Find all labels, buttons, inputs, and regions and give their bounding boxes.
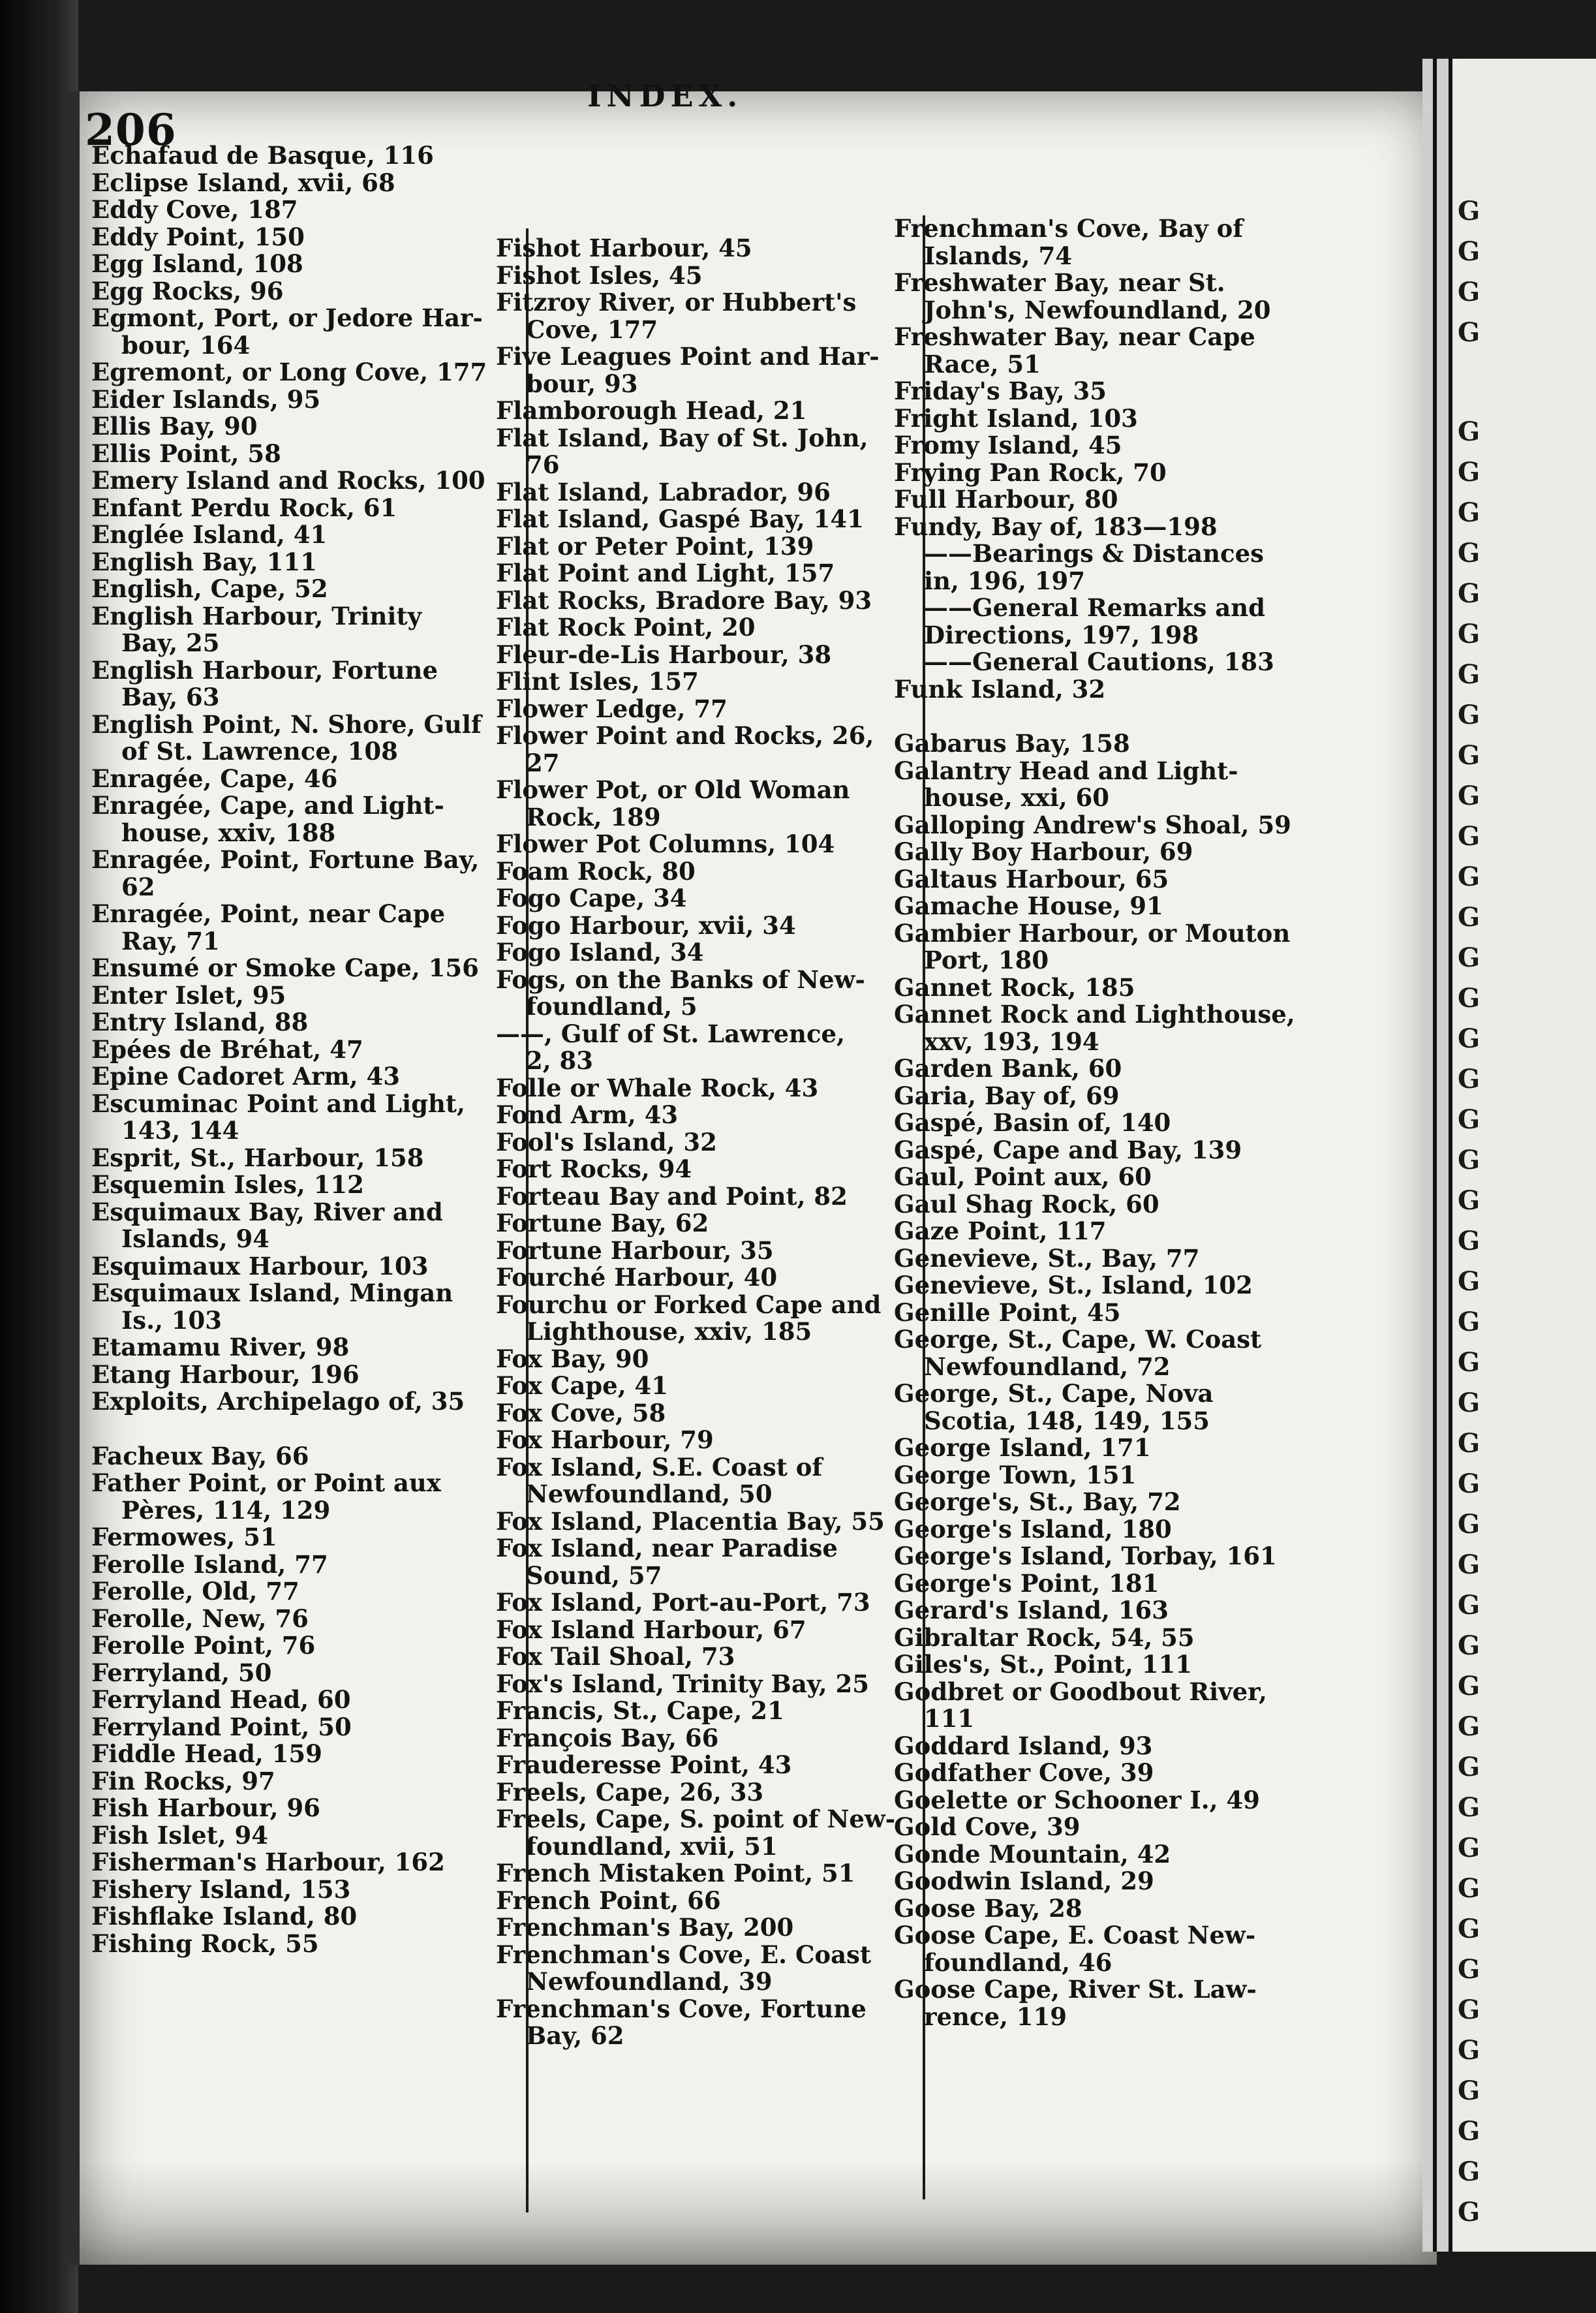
facing-page-letter: G xyxy=(1458,1630,1481,1661)
index-entry: Gannet Rock and Lighthouse, xyxy=(894,1000,1295,1029)
facing-page-letter: G xyxy=(1458,1388,1481,1418)
index-entry: foundland, xvii, 51 xyxy=(526,1831,778,1861)
index-entry: Goodwin Island, 29 xyxy=(894,1867,1154,1895)
index-entry: Full Harbour, 80 xyxy=(894,485,1118,514)
index-entry: Godbret or Goodbout River, xyxy=(894,1677,1267,1706)
index-entry: Enfant Perdu Rock, 61 xyxy=(91,493,397,522)
index-entry: Fiddle Head, 159 xyxy=(91,1739,322,1768)
index-entry: Fox Island, Placentia Bay, 55 xyxy=(496,1506,885,1536)
index-entry: ——Bearings & Distances xyxy=(924,539,1264,568)
index-entry: English Harbour, Fortune xyxy=(91,655,438,685)
index-entry: Fox Bay, 90 xyxy=(496,1344,649,1373)
index-entry: Ferolle Island, 77 xyxy=(91,1549,328,1579)
index-entry: Fourchu or Forked Cape and xyxy=(496,1290,882,1319)
index-entry: Flat Rock Point, 20 xyxy=(496,613,756,642)
index-entry: Folle or Whale Rock, 43 xyxy=(496,1073,819,1102)
index-entry: foundland, 46 xyxy=(924,1948,1113,1977)
index-entry: Francis, St., Cape, 21 xyxy=(496,1696,784,1725)
index-entry: Enter Islet, 95 xyxy=(91,980,286,1010)
index-entry: Egg Rocks, 96 xyxy=(91,276,284,305)
index-entry: Foam Rock, 80 xyxy=(496,856,696,886)
index-entry: Fish Islet, 94 xyxy=(91,1820,269,1850)
index-entry: Epées de Bréhat, 47 xyxy=(91,1034,363,1064)
facing-page-letter: G xyxy=(1458,821,1481,852)
index-entry: Flower Point and Rocks, 26, xyxy=(496,721,874,750)
index-entry: Friday's Bay, 35 xyxy=(894,377,1107,405)
index-entry: Enragée, Cape, 46 xyxy=(91,764,338,793)
index-entry: Funk Island, 32 xyxy=(894,674,1106,704)
index-entry: Fishot Isles, 45 xyxy=(496,260,703,290)
index-entry: 143, 144 xyxy=(121,1116,239,1145)
index-entry: Egg Island, 108 xyxy=(91,249,303,278)
index-entry: Goose Cape, River St. Law- xyxy=(894,1975,1257,2004)
index-entry: Frenchman's Cove, Bay of xyxy=(894,214,1244,243)
index-entry: Etamamu River, 98 xyxy=(91,1333,350,1361)
facing-page-letter: G xyxy=(1458,942,1481,973)
facing-page-letter: G xyxy=(1458,1064,1481,1094)
index-entry: Five Leagues Point and Har- xyxy=(496,342,880,371)
index-entry: 27 xyxy=(526,748,560,777)
index-entry: Genevieve, St., Bay, 77 xyxy=(894,1243,1200,1273)
index-entry: Race, 51 xyxy=(924,349,1041,379)
index-entry: Gibraltar Rock, 54, 55 xyxy=(894,1622,1195,1652)
index-entry: Ellis Bay, 90 xyxy=(91,412,258,441)
index-entry: Egremont, or Long Cove, 177 xyxy=(91,358,487,386)
page-heading: INDEX. xyxy=(587,78,743,114)
index-entry: Gerard's Island, 163 xyxy=(894,1596,1169,1624)
index-entry: Frauderesse Point, 43 xyxy=(496,1750,792,1779)
index-entry: Freels, Cape, 26, 33 xyxy=(496,1777,764,1807)
index-entry: Ferolle Point, 76 xyxy=(91,1631,316,1660)
facing-page-letter: G xyxy=(1458,700,1481,730)
index-entry: Fishflake Island, 80 xyxy=(91,1902,358,1931)
facing-page-letter: G xyxy=(1458,1590,1481,1621)
index-entry: Islands, 74 xyxy=(924,241,1073,270)
index-entry: Enragée, Point, near Cape xyxy=(91,899,446,928)
index-entry: Gambier Harbour, or Mouton xyxy=(894,918,1291,948)
index-entry: Frenchman's Cove, Fortune xyxy=(496,1994,867,2023)
index-entry: Fox's Island, Trinity Bay, 25 xyxy=(496,1669,870,1698)
index-entry: Scotia, 148, 149, 155 xyxy=(924,1406,1210,1435)
index-entry: bour, 164 xyxy=(121,330,251,360)
facing-page-letter: G xyxy=(1458,1509,1481,1540)
index-entry: Galtaus Harbour, 65 xyxy=(894,864,1169,893)
index-entry: Emery Island and Rocks, 100 xyxy=(91,466,485,495)
facing-page-letter: G xyxy=(1458,2197,1481,2228)
index-entry: English Bay, 111 xyxy=(91,547,317,576)
index-entry: Fleur-de-Lis Harbour, 38 xyxy=(496,640,832,669)
index-entry: Sound, 57 xyxy=(526,1560,662,1590)
facing-page-letter: G xyxy=(1458,740,1481,771)
index-entry: Enragée, Point, Fortune Bay, xyxy=(91,845,480,874)
index-entry: ——, Gulf of St. Lawrence, xyxy=(496,1019,845,1048)
index-entry: Flamborough Head, 21 xyxy=(496,396,807,425)
index-entry: Flat Island, Gaspé Bay, 141 xyxy=(496,505,864,533)
facing-page-letter: G xyxy=(1458,236,1481,267)
index-entry: Escuminac Point and Light, xyxy=(91,1089,465,1118)
index-entry: Fromy Island, 45 xyxy=(894,431,1122,459)
index-entry: Esquemin Isles, 112 xyxy=(91,1170,364,1199)
index-entry: Father Point, or Point aux xyxy=(91,1468,441,1497)
index-entry: Lighthouse, xxiv, 185 xyxy=(526,1317,812,1346)
index-entry: Goose Cape, E. Coast New- xyxy=(894,1921,1256,1949)
index-entry: of St. Lawrence, 108 xyxy=(121,737,398,766)
index-entry: Is., 103 xyxy=(121,1305,223,1335)
index-entry: Garia, Bay of, 69 xyxy=(894,1081,1120,1110)
index-entry: Flint Isles, 157 xyxy=(496,667,699,696)
index-entry: Fort Rocks, 94 xyxy=(496,1155,692,1183)
index-entry: Godfather Cove, 39 xyxy=(894,1758,1154,1787)
index-entry: Esquimaux Island, Mingan xyxy=(91,1279,453,1307)
index-entry: English Point, N. Shore, Gulf xyxy=(91,709,482,739)
index-entry: Directions, 197, 198 xyxy=(924,620,1199,649)
index-entry: Flower Pot, or Old Woman xyxy=(496,775,850,804)
index-entry: Freshwater Bay, near St. xyxy=(894,268,1225,297)
index-entry: Eddy Point, 150 xyxy=(91,222,305,251)
index-entry: Echafaud de Basque, 116 xyxy=(91,141,434,170)
index-entry: Fox Harbour, 79 xyxy=(496,1425,714,1454)
index-entry: Entry Island, 88 xyxy=(91,1008,309,1036)
facing-page-letter: G xyxy=(1458,1711,1481,1742)
index-entry: Ray, 71 xyxy=(121,926,220,955)
index-entry: Ensumé or Smoke Cape, 156 xyxy=(91,954,479,982)
index-entry: Esquimaux Harbour, 103 xyxy=(91,1251,429,1281)
index-entry: Ferryland Head, 60 xyxy=(91,1685,351,1714)
index-entry: Ferryland Point, 50 xyxy=(91,1712,352,1741)
index-entry: 2, 83 xyxy=(526,1046,593,1075)
index-entry: Gamache House, 91 xyxy=(894,892,1163,920)
index-entry: Frying Pan Rock, 70 xyxy=(894,458,1167,487)
facing-page-letter: G xyxy=(1458,2075,1481,2106)
facing-page-letter: G xyxy=(1458,902,1481,933)
index-entry: French Mistaken Point, 51 xyxy=(496,1859,855,1887)
index-entry: George Town, 151 xyxy=(894,1460,1137,1489)
index-entry: Newfoundland, 39 xyxy=(526,1967,773,1996)
index-entry: Fox Island, S.E. Coast of xyxy=(496,1452,823,1482)
index-entry: Goose Bay, 28 xyxy=(894,1893,1082,1923)
index-entry: house, xxi, 60 xyxy=(924,783,1110,812)
index-entry: Englée Island, 41 xyxy=(91,520,328,549)
index-entry: Port, 180 xyxy=(924,946,1049,974)
index-entry: Eddy Cove, 187 xyxy=(91,195,298,224)
index-entry: Gaul, Point aux, 60 xyxy=(894,1162,1152,1191)
index-entry: Flower Ledge, 77 xyxy=(496,694,728,723)
index-column-2 xyxy=(496,235,946,2050)
facing-page-letter: G xyxy=(1458,1833,1481,1863)
index-entry: ——General Remarks and xyxy=(924,593,1265,622)
index-entry: Flat Island, Bay of St. John, xyxy=(496,423,868,452)
index-entry: in, 196, 197 xyxy=(924,566,1085,595)
index-entry: Gaspé, Cape and Bay, 139 xyxy=(894,1135,1242,1164)
index-entry: Gally Boy Harbour, 69 xyxy=(894,837,1193,866)
index-entry: French Point, 66 xyxy=(496,1886,721,1915)
index-entry: Ellis Point, 58 xyxy=(91,439,281,468)
index-entry: Freels, Cape, S. point of New- xyxy=(496,1805,896,1833)
facing-page-letter: G xyxy=(1458,781,1481,811)
index-entry: Fisherman's Harbour, 162 xyxy=(91,1848,445,1876)
index-entry: Rock, 189 xyxy=(526,802,661,831)
index-entry: John's, Newfoundland, 20 xyxy=(924,295,1271,324)
index-entry: Fogo Island, 34 xyxy=(496,938,704,967)
index-entry: George Island, 171 xyxy=(894,1433,1151,1462)
index-entry: George, St., Cape, Nova xyxy=(894,1379,1214,1408)
facing-page-letter: G xyxy=(1458,1954,1481,1985)
index-entry: Gaze Point, 117 xyxy=(894,1217,1107,1245)
index-entry: Fin Rocks, 97 xyxy=(91,1766,275,1795)
facing-page-letter: G xyxy=(1458,1307,1481,1337)
index-entry: Eclipse Island, xvii, 68 xyxy=(91,168,395,197)
index-entry: Freshwater Bay, near Cape xyxy=(894,322,1255,351)
facing-page-letter: G xyxy=(1458,196,1481,226)
index-entry: Pères, 114, 129 xyxy=(121,1495,331,1525)
facing-page-letter: G xyxy=(1458,2156,1481,2187)
facing-page-letter: G xyxy=(1458,1995,1481,2025)
index-entry: François Bay, 66 xyxy=(496,1723,719,1752)
index-entry: Genevieve, St., Island, 102 xyxy=(894,1271,1253,1299)
index-entry: Fox Island, near Paradise xyxy=(496,1534,838,1562)
index-entry: English Harbour, Trinity xyxy=(91,601,422,630)
page-fold-line xyxy=(1433,59,1437,2252)
index-entry: Fitzroy River, or Hubbert's xyxy=(496,288,857,317)
facing-page-letter: G xyxy=(1458,2035,1481,2066)
index-entry: rence, 119 xyxy=(924,2002,1067,2031)
facing-page-letter: G xyxy=(1458,1468,1481,1499)
index-entry: Newfoundland, 50 xyxy=(526,1480,773,1508)
index-entry: Flat Island, Labrador, 96 xyxy=(496,477,831,506)
index-entry: Giles's, St., Point, 111 xyxy=(894,1650,1193,1679)
index-entry: Fishing Rock, 55 xyxy=(91,1929,319,1958)
facing-page-letter: G xyxy=(1458,659,1481,690)
index-entry: Ferolle, New, 76 xyxy=(91,1604,309,1633)
index-entry: Flat Point and Light, 157 xyxy=(496,559,835,587)
index-entry: George's Island, 180 xyxy=(894,1514,1172,1544)
index-entry: Islands, 94 xyxy=(121,1224,270,1253)
facing-page-letter: G xyxy=(1458,2116,1481,2147)
index-entry: Fogs, on the Banks of New- xyxy=(496,965,865,994)
facing-page-edge xyxy=(1449,59,1596,2252)
facing-page-letter: G xyxy=(1458,862,1481,892)
facing-page-letter: G xyxy=(1458,1873,1481,1904)
facing-page-letter: G xyxy=(1458,1104,1481,1135)
facing-page-letter: G xyxy=(1458,1914,1481,1944)
index-entry: Fish Harbour, 96 xyxy=(91,1793,320,1822)
index-entry: Gannet Rock, 185 xyxy=(894,972,1135,1002)
index-entry: 111 xyxy=(924,1704,975,1733)
index-entry: foundland, 5 xyxy=(526,992,698,1021)
index-entry: 62 xyxy=(121,872,155,901)
index-entry: Genille Point, 45 xyxy=(894,1297,1121,1327)
index-entry: Gabarus Bay, 158 xyxy=(894,729,1130,758)
index-entry: Goddard Island, 93 xyxy=(894,1731,1153,1760)
index-entry: Frenchman's Cove, E. Coast xyxy=(496,1940,871,1969)
index-entry: Galantry Head and Light- xyxy=(894,756,1238,785)
index-entry: Fond Arm, 43 xyxy=(496,1100,679,1129)
index-entry: Bay, 62 xyxy=(526,2021,624,2050)
index-entry: Fortune Bay, 62 xyxy=(496,1209,709,1237)
index-entry: Fourché Harbour, 40 xyxy=(496,1263,778,1292)
index-entry: xxv, 193, 194 xyxy=(924,1027,1099,1056)
index-entry: Ferryland, 50 xyxy=(91,1658,272,1687)
facing-page-letter: G xyxy=(1458,317,1481,348)
index-entry: Fortune Harbour, 35 xyxy=(496,1235,774,1265)
index-entry: Etang Harbour, 196 xyxy=(91,1359,360,1389)
index-entry: ——General Cautions, 183 xyxy=(924,647,1274,676)
facing-page-letter: G xyxy=(1458,1226,1481,1256)
index-entry: Fogo Cape, 34 xyxy=(496,884,687,912)
index-entry: George's Island, Torbay, 161 xyxy=(894,1542,1277,1570)
index-entry: Facheux Bay, 66 xyxy=(91,1441,309,1470)
index-entry: Egmont, Port, or Jedore Har- xyxy=(91,303,483,332)
facing-page-letter: G xyxy=(1458,1671,1481,1701)
page-shadow xyxy=(80,2160,1437,2265)
index-column-1 xyxy=(91,142,542,1957)
index-entry: Enragée, Cape, and Light- xyxy=(91,791,444,820)
facing-page-letter: G xyxy=(1458,1185,1481,1216)
index-entry: Gaul Shag Rock, 60 xyxy=(894,1189,1159,1219)
index-entry: Flower Pot Columns, 104 xyxy=(496,830,835,858)
index-entry: Fishot Harbour, 45 xyxy=(496,234,752,262)
index-entry: Flat Rocks, Bradore Bay, 93 xyxy=(496,585,872,615)
index-entry: Newfoundland, 72 xyxy=(924,1352,1171,1381)
index-entry: Fundy, Bay of, 183—198 xyxy=(894,512,1218,541)
index-entry: Fright Island, 103 xyxy=(894,403,1138,433)
index-entry: Esprit, St., Harbour, 158 xyxy=(91,1143,424,1172)
index-entry: Epine Cadoret Arm, 43 xyxy=(91,1062,401,1091)
index-entry: Eider Islands, 95 xyxy=(91,384,321,414)
index-entry: Gonde Mountain, 42 xyxy=(894,1839,1171,1869)
index-entry: Fogo Harbour, xvii, 34 xyxy=(496,910,796,940)
facing-page-letter: G xyxy=(1458,983,1481,1014)
index-entry: Fox Island, Port-au-Port, 73 xyxy=(496,1588,870,1617)
facing-page-letter: G xyxy=(1458,578,1481,609)
index-entry: Galloping Andrew's Shoal, 59 xyxy=(894,810,1291,839)
index-entry: Flat or Peter Point, 139 xyxy=(496,531,814,561)
facing-page-letter: G xyxy=(1458,1145,1481,1175)
index-entry: Gold Cove, 39 xyxy=(894,1812,1081,1841)
facing-page-letter: G xyxy=(1458,619,1481,649)
index-entry: Garden Bank, 60 xyxy=(894,1054,1122,1083)
index-entry: Forteau Bay and Point, 82 xyxy=(496,1181,848,1211)
facing-page-letter: G xyxy=(1458,497,1481,528)
index-entry: Esquimaux Bay, River and xyxy=(91,1197,443,1226)
facing-page-letter: G xyxy=(1458,1549,1481,1580)
index-entry: Bay, 63 xyxy=(121,683,220,711)
index-entry: bour, 93 xyxy=(526,369,638,398)
index-entry: Frenchman's Bay, 200 xyxy=(496,1913,794,1942)
index-entry: Cove, 177 xyxy=(526,315,658,344)
facing-page-letter: G xyxy=(1458,1023,1481,1054)
index-entry: Fox Island Harbour, 67 xyxy=(496,1615,806,1644)
index-entry: George's, St., Bay, 72 xyxy=(894,1487,1181,1516)
index-entry: Bay, 25 xyxy=(121,629,220,657)
page-number: 206 xyxy=(85,104,177,155)
facing-page-letter: G xyxy=(1458,1347,1481,1378)
index-entry: Goelette or Schooner I., 49 xyxy=(894,1785,1260,1814)
index-entry: Fermowes, 51 xyxy=(91,1523,277,1551)
index-entry: Fox Cape, 41 xyxy=(496,1371,668,1400)
index-entry: Fool's Island, 32 xyxy=(496,1127,717,1156)
facing-page-letter: G xyxy=(1458,1266,1481,1297)
index-entry: house, xxiv, 188 xyxy=(121,818,336,847)
index-entry: Ferolle, Old, 77 xyxy=(91,1577,299,1606)
index-entry: George's Point, 181 xyxy=(894,1568,1159,1598)
index-entry: English, Cape, 52 xyxy=(91,574,328,603)
facing-page-letter: G xyxy=(1458,457,1481,488)
index-column-3 xyxy=(894,215,1344,2030)
index-entry: Fox Tail Shoal, 73 xyxy=(496,1642,735,1671)
index-entry: 76 xyxy=(526,450,560,479)
facing-page-letter: G xyxy=(1458,1752,1481,1782)
facing-page-letter: G xyxy=(1458,416,1481,447)
index-entry: George, St., Cape, W. Coast xyxy=(894,1325,1262,1354)
index-entry: Gaspé, Basin of, 140 xyxy=(894,1108,1171,1137)
facing-page-letter: G xyxy=(1458,538,1481,568)
index-entry: Exploits, Archipelago of, 35 xyxy=(91,1387,465,1416)
facing-page-letter: G xyxy=(1458,1792,1481,1823)
index-entry: Fishery Island, 153 xyxy=(91,1874,351,1904)
index-entry: Fox Cove, 58 xyxy=(496,1398,666,1427)
facing-page-letter: G xyxy=(1458,1428,1481,1459)
facing-page-letter: G xyxy=(1458,277,1481,307)
